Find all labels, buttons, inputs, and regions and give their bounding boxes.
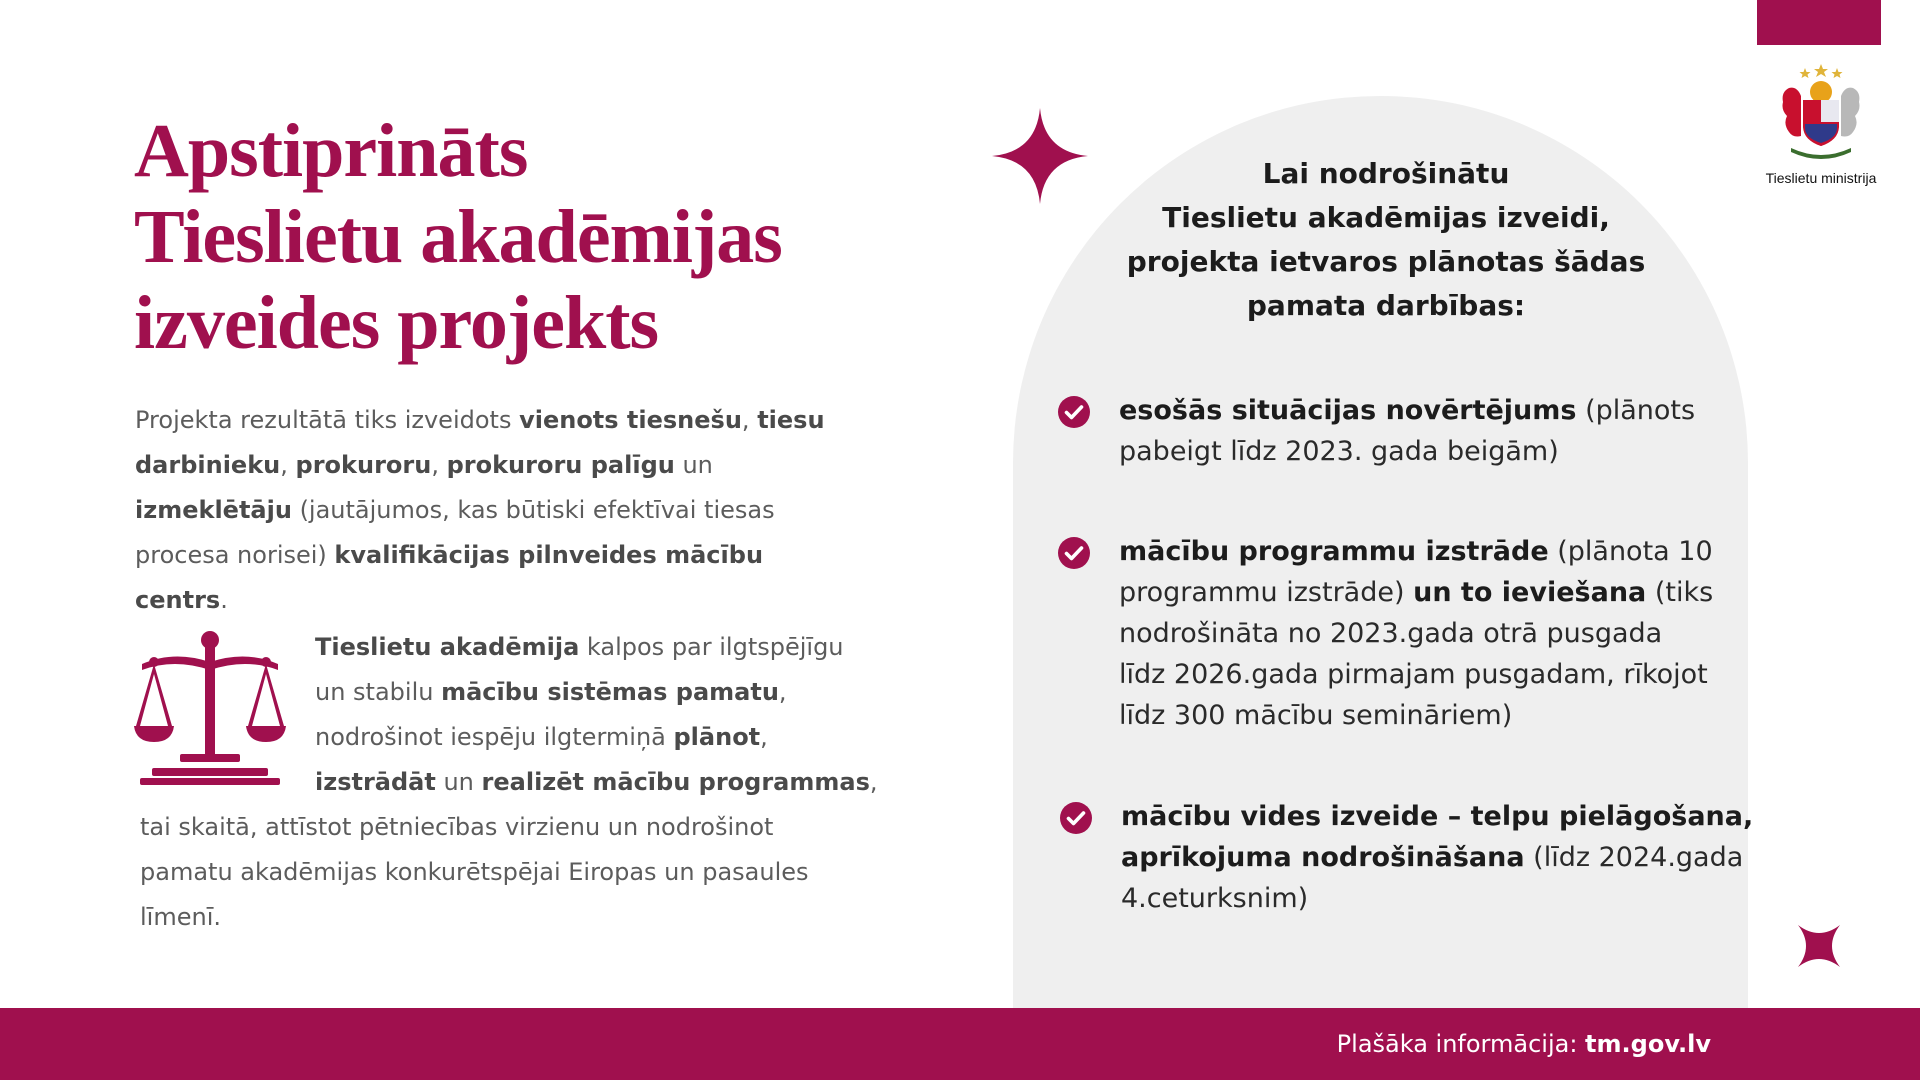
academy-line: un stabilu mācību sistēmas pamatu, — [315, 678, 787, 706]
activity-item — [1058, 390, 1718, 472]
sparkle-star-icon — [1796, 923, 1842, 969]
academy-line: nodrošinot iespēju ilgtermiņā plānot, — [315, 723, 768, 751]
check-circle-icon — [1058, 396, 1090, 428]
footer-bar — [0, 1008, 1920, 1080]
footer-link[interactable]: tm.gov.lv — [1585, 1030, 1711, 1058]
activity-item — [1058, 531, 1718, 736]
check-circle-icon — [1060, 802, 1092, 834]
academy-line: izstrādāt un realizēt mācību programmas, — [315, 768, 878, 796]
activity-text: esošās situācijas novērtējums (plānots pabeigt līdz 2023. gada beigām) — [1119, 395, 1696, 467]
footer-info: Plašāka informācija: tm.gov.lv — [1336, 1030, 1711, 1058]
academy-line: pamatu akadēmijas konkurētspējai Eiropas un pasaules — [140, 858, 809, 886]
intro-paragraph: Projekta rezultātā tiks izveidots vienots tiesnešu, tiesu darbinieku, prokuroru, prokuroru palīgu un izmeklētāju (jautājumos, kas būtiski efektīvai tiesas procesa norisei) kvalifikācijas pilnveides mācību centrs. — [135, 406, 825, 614]
academy-paragraph — [135, 625, 878, 940]
activity-text: mācību vides izveide – telpu pielāgošana, aprīkojuma nodrošināšana (līdz 2024.gada 4.ceturksnim) — [1121, 801, 1754, 914]
academy-line: tai skaitā, attīstot pētniecības virzienu un nodrošinot — [140, 813, 774, 841]
title-line: Tieslietu akadēmijas — [134, 195, 782, 279]
page-title — [134, 108, 834, 366]
latvia-coat-of-arms-icon — [1775, 62, 1867, 166]
ministry-name: Tieslietu ministrija — [1765, 170, 1877, 186]
activity-text: mācību programmu izstrāde (plānota 10 programmu izstrāde) un to ieviešana (tiks nodrošināta no 2023.gada otrā pusgada līdz 2026.gada pirmajam pusgadam, rīkojot līdz 300 mācību semināriem) — [1119, 536, 1714, 731]
activity-item — [1060, 796, 1754, 919]
activities-heading: Lai nodrošinātu Tieslietu akadēmijas izveidi, projekta ietvaros plānotas šādas pamata darbības: — [1126, 157, 1646, 322]
check-circle-icon — [1058, 537, 1090, 569]
title-line: izveides projekts — [134, 281, 659, 365]
top-accent-bar — [1757, 0, 1881, 45]
sparkle-star-icon — [992, 108, 1088, 204]
title-line: Apstiprināts — [134, 109, 528, 193]
academy-line: līmenī. — [140, 903, 221, 931]
ministry-logo — [1746, 62, 1896, 192]
academy-line: Tieslietu akadēmija kalpos par ilgtspējīgu — [315, 633, 844, 661]
